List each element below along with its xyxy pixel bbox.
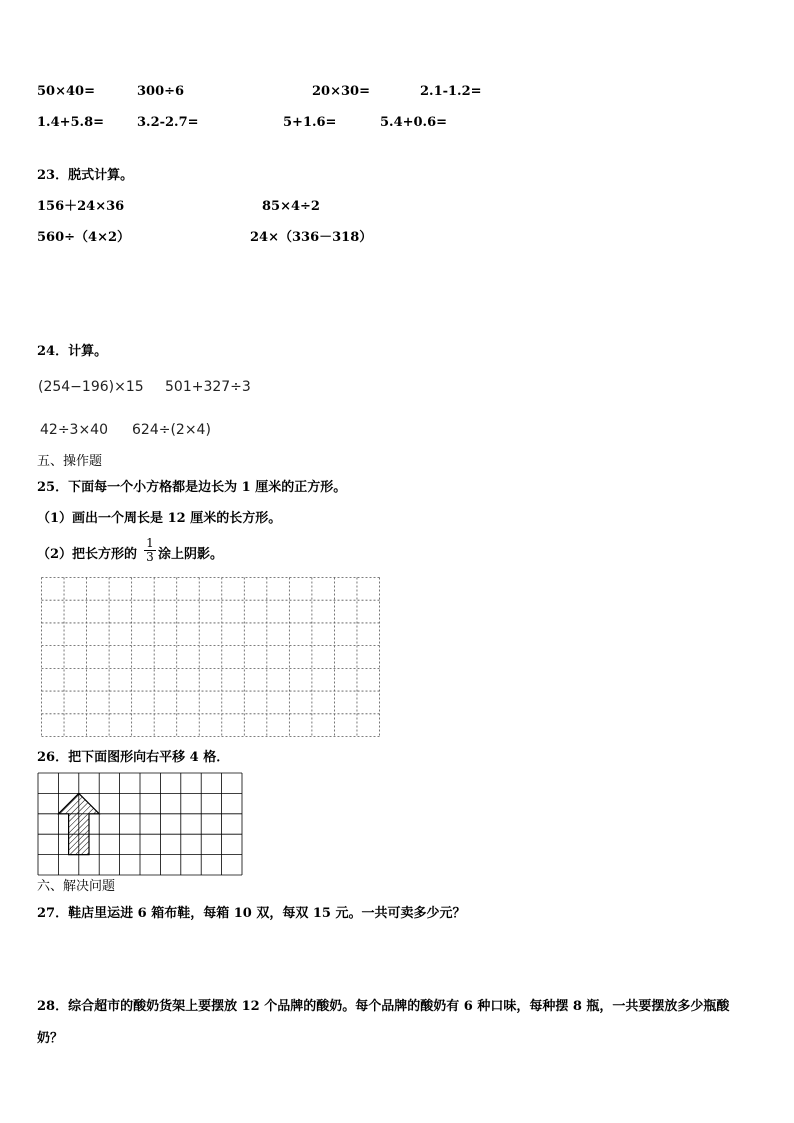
q28-text-line-2: 奶？ (37, 1031, 64, 1046)
fraction-one-third (144, 537, 156, 564)
q24-title: 24．计算。 (37, 344, 108, 359)
translation-grid[interactable] (38, 773, 242, 875)
oral-calc-2-4: 5.4+0.6= (380, 115, 448, 130)
oral-calc-2-3: 5+1.6= (283, 115, 337, 130)
q25-title: 25．下面每一个小方格都是边长为 1 厘米的正方形。 (37, 480, 347, 495)
q25-part-2-before: （2）把长方形的 (37, 547, 138, 562)
q25-part-1: （1）画出一个周长是 12 厘米的长方形。 (37, 511, 282, 526)
q24-item-4: 624÷(2×4) (132, 422, 211, 438)
fraction-numerator: 1 (144, 537, 156, 551)
oral-calc-1-1: 50×40= (37, 84, 95, 99)
section-6-title: 六、解决问题 (37, 879, 116, 894)
q24-item-3: 42÷3×40 (40, 422, 108, 438)
q24-item-2: 501+327÷3 (165, 379, 251, 395)
oral-calc-1-3: 20×30= (312, 84, 370, 99)
q23-item-3: 560÷（4×2） (37, 230, 131, 245)
dotted-grid[interactable] (41, 577, 380, 737)
q24-item-1: (254−196)×15 (38, 379, 144, 395)
section-5-title: 五、操作题 (37, 454, 103, 469)
q27-text: 27．鞋店里运进 6 箱布鞋，每箱 10 双，每双 15 元。一共可卖多少元？ (37, 906, 466, 921)
arrow-shape (58, 793, 99, 854)
oral-calc-1-2: 300÷6 (137, 84, 185, 99)
q23-item-2: 85×4÷2 (262, 199, 320, 214)
q25-part-2-after: 涂上阴影。 (158, 547, 224, 562)
q23-item-1: 156＋24×36 (37, 199, 125, 214)
q23-item-4: 24×（336－318） (250, 230, 373, 245)
oral-calc-2-2: 3.2-2.7= (137, 115, 199, 130)
q26-title: 26．把下面图形向右平移 4 格． (37, 750, 230, 765)
q28-text-line-1: 28．综合超市的酸奶货架上要摆放 12 个品牌的酸奶。每个品牌的酸奶有 6 种口味，每种摆 8 瓶，一共要摆放多少瓶酸 (37, 999, 730, 1014)
oral-calc-2-1: 1.4+5.8= (37, 115, 105, 130)
q23-title: 23．脱式计算。 (37, 168, 134, 183)
fraction-denominator: 3 (146, 550, 154, 564)
oral-calc-1-4: 2.1-1.2= (420, 84, 482, 99)
